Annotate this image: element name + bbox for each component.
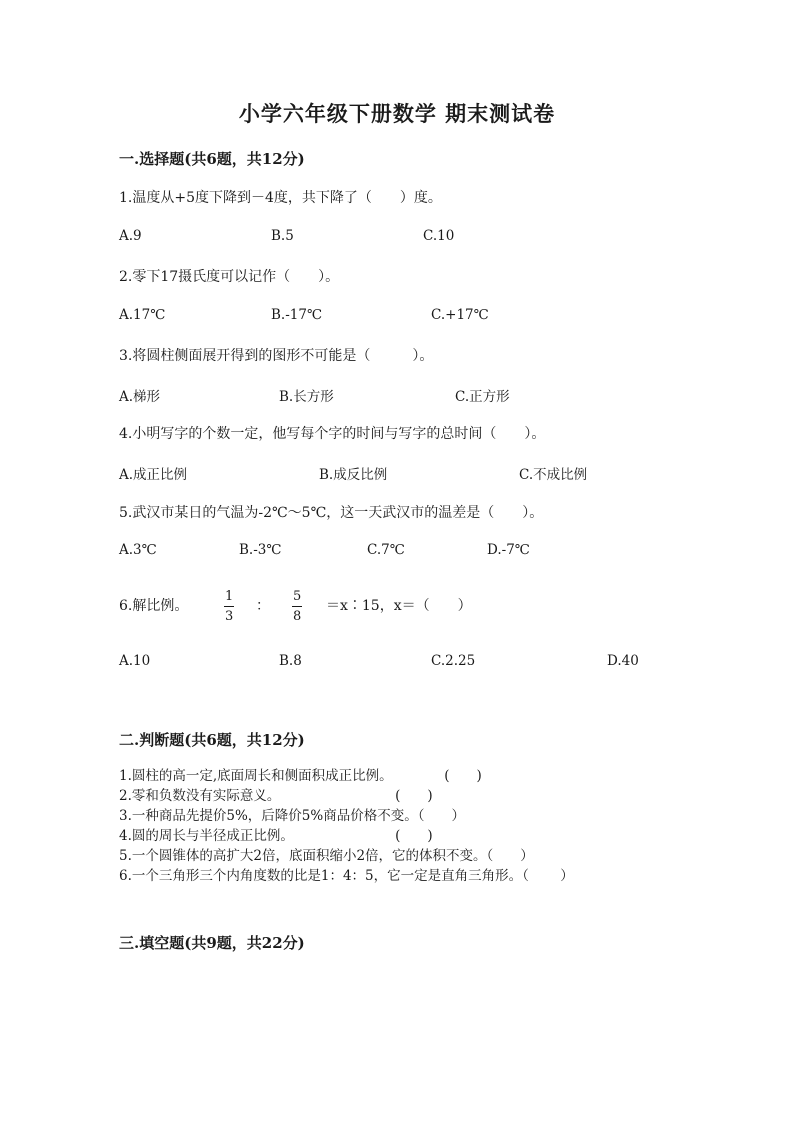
question-6-option-d: D.40 [607,653,639,669]
question-2-option-b: B.-17℃ [271,307,323,323]
judgement-item-1: 1.圆柱的高一定,底面周长和侧面积成正比例。 ( ) [119,768,482,784]
section-heading-judgement: 二.判断题(共6题，共12分) [119,731,305,749]
question-5-option-d: D.-7℃ [487,542,530,558]
question-1-option-a: A.9 [119,228,142,244]
question-5-stem: 5.武汉市某日的气温为-2℃～5℃，这一天武汉市的温差是（ ）。 [119,505,544,521]
question-2-option-c: C.+17℃ [431,307,489,323]
question-1-option-b: B.5 [271,228,294,244]
judgement-item-3: 3.一种商品先提价5%，后降价5%商品价格不变。（ ） [119,808,465,824]
question-6-option-a: A.10 [119,653,151,669]
fraction-one-third [224,590,234,623]
fraction-five-eighths [292,590,302,623]
judgement-item-5: 5.一个圆锥体的高扩大2倍，底面积缩小2倍，它的体积不变。（ ） [119,848,534,864]
question-2-stem: 2.零下17摄氏度可以记作（ ）。 [119,269,340,285]
question-6-stem-prefix: 6.解比例。 [119,598,189,614]
question-6-option-c: C.2.25 [431,653,476,669]
question-6-option-b: B.8 [279,653,302,669]
question-4-stem: 4.小明写字的个数一定，他写每个字的时间与写字的总时间（ ）。 [119,426,546,442]
judgement-item-4: 4.圆的周长与半径成正比例。 ( ) [119,828,433,844]
question-1-option-c: C.10 [423,228,455,244]
fraction-denominator: 8 [293,609,302,624]
question-4-option-a: A.成正比例 [119,467,188,483]
question-3-option-a: A.梯形 [119,389,161,405]
question-3-stem: 3.将圆柱侧面展开得到的图形不可能是（ ）。 [119,348,434,364]
question-4-option-c: C.不成比例 [519,467,588,483]
section-heading-fill-blank: 三.填空题(共9题，共22分) [119,934,305,952]
section-heading-choice: 一.选择题(共6题，共12分) [119,150,305,168]
fraction-numerator: 1 [225,589,234,604]
question-1-stem: 1.温度从+5度下降到－4度，共下降了（ ）度。 [119,190,442,206]
fraction-numerator: 5 [293,589,302,604]
question-3-option-c: C.正方形 [455,389,510,405]
page-title: 小学六年级下册数学 期末测试卷 [238,101,556,126]
judgement-item-2: 2.零和负数没有实际意义。 ( ) [119,788,433,804]
question-5-option-b: B.-3℃ [239,542,282,558]
question-3-option-b: B.长方形 [279,389,334,405]
question-6-stem-suffix: ＝x∶15，x＝（ ） [326,598,472,614]
question-5-option-a: A.3℃ [119,542,157,558]
question-4-option-b: B.成反比例 [319,467,388,483]
question-5-option-c: C.7℃ [367,542,405,558]
judgement-item-6: 6.一个三角形三个内角度数的比是1：4：5，它一定是直角三角形。（ ） [119,868,574,884]
question-2-option-a: A.17℃ [119,307,166,323]
ratio-colon: ： [256,598,270,614]
fraction-denominator: 3 [225,609,234,624]
